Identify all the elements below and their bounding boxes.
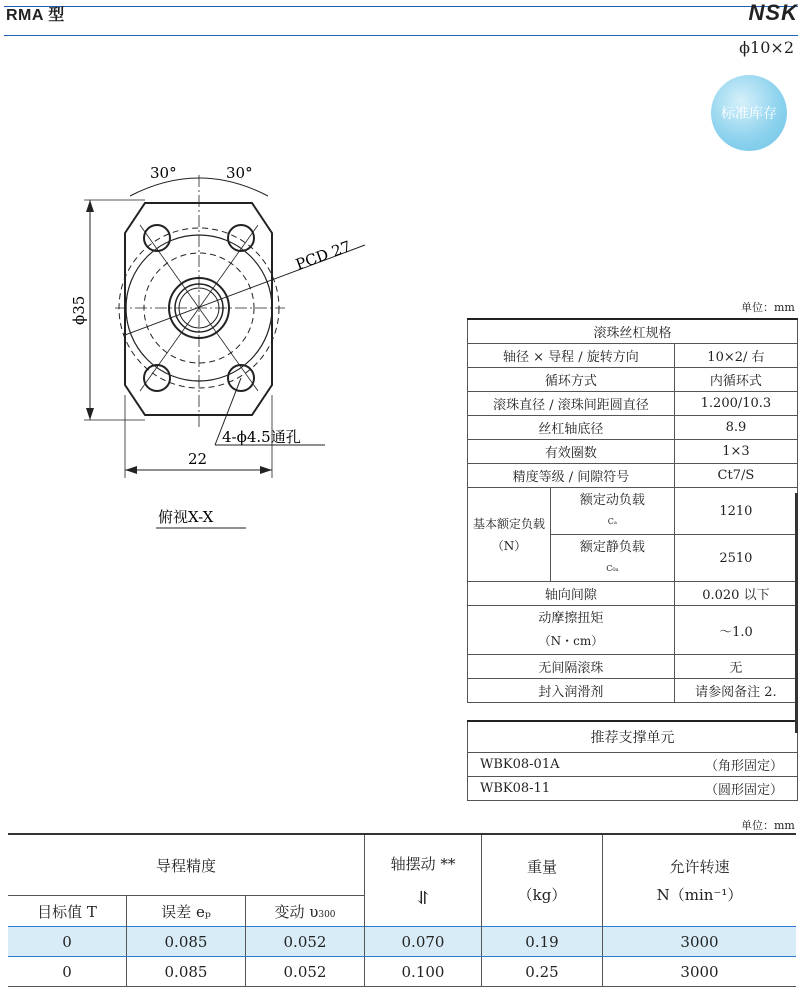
pcd-label: PCD 27	[293, 237, 354, 274]
table-row: 额定静负载 C₀ₐ 2510	[468, 535, 798, 582]
width-label: 22	[188, 450, 208, 468]
table-row: 轴径 × 导程 / 旋转方向 10×2/ 右	[468, 344, 798, 368]
variation-header: 变动 υ300	[246, 896, 365, 927]
table-row: 有效圈数 1×3	[468, 440, 798, 464]
table-row: 基本额定负载 （N） 额定动负载 Cₐ 1210	[468, 488, 798, 535]
table-row: 动摩擦扭矩 （N・cm） ～1.0	[468, 606, 798, 655]
bottom-unit: 单位：mm	[741, 819, 795, 832]
table-row: WBK08-11 （圆形固定）	[468, 777, 798, 801]
error-header: 误差 eₚ	[127, 896, 246, 927]
runout-icon: ⥯	[415, 888, 431, 909]
table-row: 轴向间隙 0.020 以下	[468, 582, 798, 606]
spec-unit: 单位：mm	[741, 301, 795, 314]
table-row: 0 0.085 0.052 0.070 0.19 3000	[8, 927, 796, 957]
dia-label: ϕ35	[70, 295, 88, 325]
table-row: 循环方式 内循环式	[468, 368, 798, 392]
stock-badge: 标准库存	[711, 75, 787, 151]
speed-header: 允许转速	[669, 857, 730, 876]
spec-title: 滚珠丝杠规格	[468, 319, 798, 344]
angle-left-label: 30°	[150, 164, 177, 182]
table-row: WBK08-01A （角形固定）	[468, 753, 798, 777]
table-row: 无间隔滚珠 无	[468, 655, 798, 679]
model-title: RMA 型	[6, 7, 65, 24]
lead-acc-header: 导程精度	[8, 834, 365, 896]
angle-right-label: 30°	[226, 164, 253, 182]
brand-logo: NSK	[748, 0, 798, 25]
page-header	[4, 6, 798, 36]
table-row: 滚珠直径 / 滚珠间距圆直径 1.200/10.3	[468, 392, 798, 416]
support-title: 推荐支撑单元	[468, 721, 798, 753]
top-view-drawing	[0, 140, 420, 540]
holes-label: 4-ϕ4.5通孔	[222, 428, 301, 446]
weight-header: 重量	[526, 857, 557, 876]
table-row: 精度等级 / 间隙符号 Ct7/S	[468, 464, 798, 488]
edge-bar	[795, 493, 798, 733]
table-row: 0 0.085 0.052 0.100 0.25 3000	[8, 957, 796, 987]
table-row: 丝杠轴底径 8.9	[468, 416, 798, 440]
performance-table: 导程精度 轴摆动 ** ⥯ 重量 （kg） 允许转速 N（min⁻¹） 目标值 T 误差 eₚ 变动 υ300 0 0.085 0.052 0.070 0.19 3000 0 0.085 0.052 0.100 0.25 3000	[8, 833, 796, 987]
runout-header: 轴摆动 **	[390, 855, 456, 873]
load-group-cell: 基本额定负载 （N）	[468, 488, 551, 582]
view-label: 俯视X-X	[158, 508, 214, 526]
support-table	[467, 720, 798, 801]
target-header: 目标值 T	[8, 896, 127, 927]
spec-table	[467, 318, 798, 703]
table-row: 封入润滑剂 请参阅备注 2.	[468, 679, 798, 703]
size-label: ϕ10×2	[739, 38, 794, 57]
